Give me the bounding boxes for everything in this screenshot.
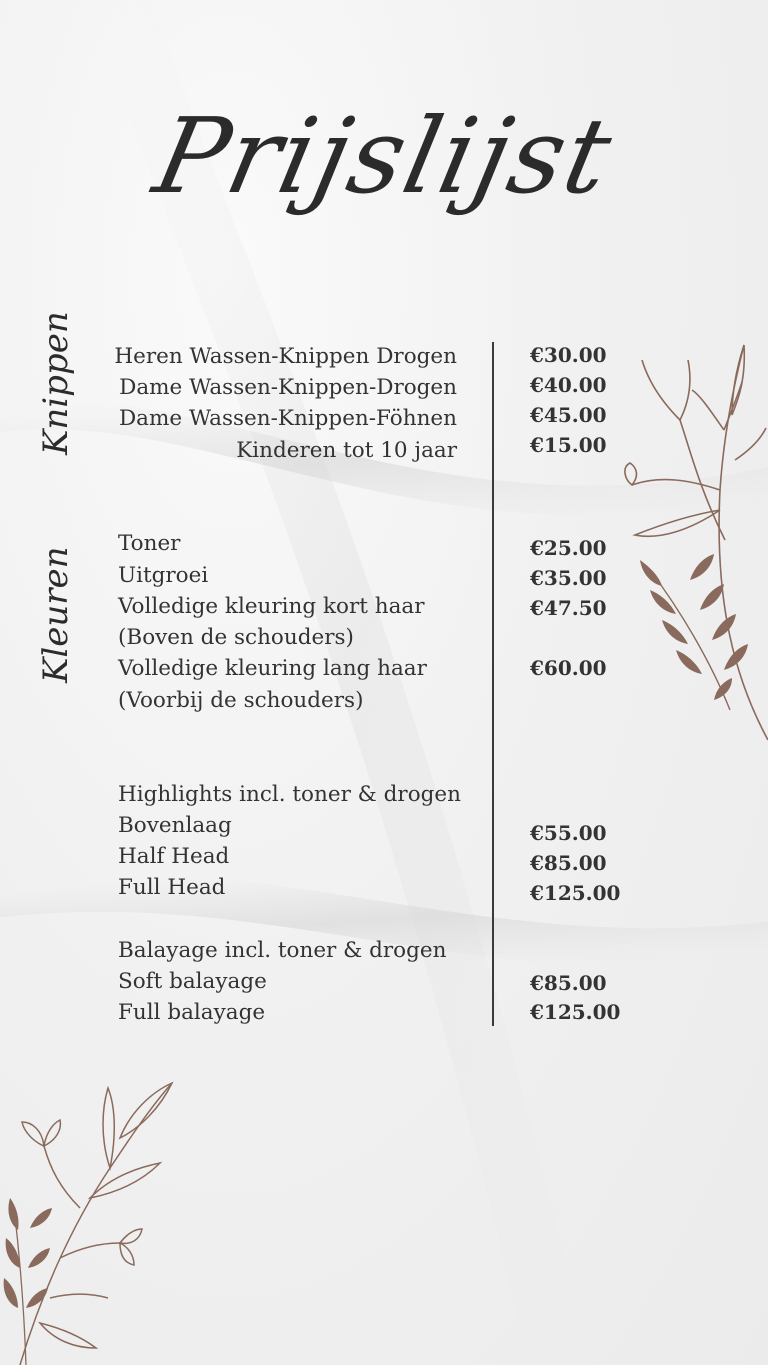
- page-title: Prijslijst: [144, 95, 624, 217]
- service-item: Dame Wassen-Knippen-Drogen: [119, 375, 457, 400]
- service-price: €35.00: [530, 566, 607, 590]
- service-price: €125.00: [530, 881, 621, 905]
- service-item: Soft balayage: [118, 969, 267, 994]
- service-item: Half Head: [118, 844, 230, 869]
- service-item: Full balayage: [118, 1000, 266, 1025]
- service-price: €85.00: [530, 851, 607, 875]
- service-price: €47.50: [530, 596, 607, 620]
- service-item: Volledige kleuring lang haar: [118, 656, 427, 681]
- floral-branch-bottom-left: [0, 1078, 180, 1365]
- service-price: €40.00: [530, 373, 607, 397]
- service-item: Volledige kleuring kort haar: [118, 594, 425, 619]
- service-price: €125.00: [530, 1000, 621, 1024]
- service-item: Heren Wassen-Knippen Drogen: [114, 344, 457, 369]
- service-price: €45.00: [530, 403, 607, 427]
- service-item: Full Head: [118, 875, 226, 900]
- service-item: Kinderen tot 10 jaar: [236, 438, 457, 463]
- service-item: Bovenlaag: [118, 813, 232, 838]
- section-label-knippen: Knippen: [36, 311, 76, 455]
- section-heading-balayage: Balayage incl. toner & drogen: [118, 938, 447, 963]
- service-item: Toner: [118, 531, 181, 556]
- service-price: €25.00: [530, 536, 607, 560]
- section-heading-highlights: Highlights incl. toner & drogen: [118, 782, 461, 807]
- service-item-note: (Voorbij de schouders): [118, 688, 364, 713]
- section-label-kleuren: Kleuren: [36, 546, 76, 683]
- service-price: €60.00: [530, 656, 607, 680]
- service-price: €85.00: [530, 971, 607, 995]
- floral-branch-right: [620, 340, 768, 750]
- service-price: €15.00: [530, 433, 607, 457]
- column-divider: [492, 342, 494, 1026]
- service-price: €30.00: [530, 343, 607, 367]
- service-item-note: (Boven de schouders): [118, 625, 354, 650]
- service-price: €55.00: [530, 821, 607, 845]
- service-item: Uitgroei: [118, 563, 209, 588]
- service-item: Dame Wassen-Knippen-Föhnen: [118, 406, 457, 431]
